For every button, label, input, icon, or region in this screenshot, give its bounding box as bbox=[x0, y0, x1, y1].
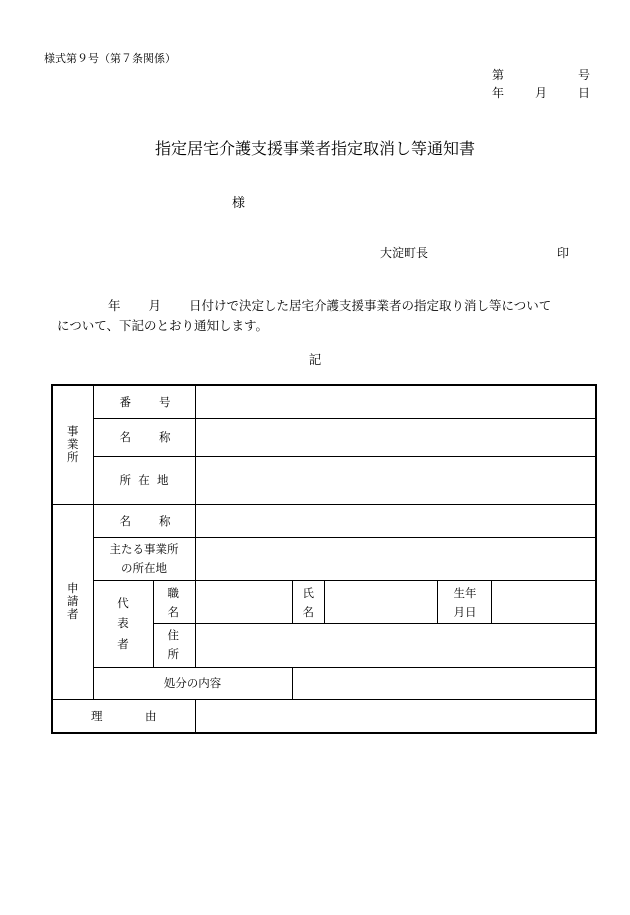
person-name-label-1: 氏 bbox=[302, 585, 314, 600]
office-name-label-b: 称 bbox=[159, 430, 171, 444]
applicant-name-label-a: 名 bbox=[119, 513, 131, 528]
position-label-1: 職 bbox=[167, 585, 179, 600]
main-office-value[interactable] bbox=[195, 537, 596, 580]
document-title: 指定居宅介護支援事業者指定取消し等通知書 bbox=[154, 139, 475, 158]
applicant-name-label-b: 称 bbox=[159, 513, 171, 528]
office-location-value[interactable] bbox=[195, 456, 596, 504]
reason-label-cell bbox=[52, 699, 195, 733]
table-row-office-location bbox=[52, 456, 596, 504]
seal-mark: 印 bbox=[557, 246, 570, 260]
table-row-disposition bbox=[52, 667, 596, 699]
office-number-value[interactable] bbox=[195, 385, 596, 418]
body-month: 月 bbox=[148, 298, 162, 313]
number-suffix: 号 bbox=[577, 68, 590, 82]
office-location-label-b: 在 bbox=[138, 473, 150, 487]
birthdate-value[interactable] bbox=[491, 580, 596, 623]
office-number-label-cell bbox=[93, 385, 195, 418]
main-office-label-cell bbox=[93, 537, 195, 580]
position-value[interactable] bbox=[195, 580, 292, 623]
office-location-label-cell bbox=[93, 456, 195, 504]
address-value[interactable] bbox=[195, 623, 596, 667]
office-name-label-cell bbox=[93, 418, 195, 456]
main-office-label-2: の所在地 bbox=[121, 560, 167, 575]
table-row-main-office bbox=[52, 537, 596, 580]
number-prefix: 第 bbox=[492, 68, 505, 82]
table-row-office-number bbox=[52, 385, 596, 418]
issue-date-line bbox=[492, 84, 590, 101]
reason-label-b: 由 bbox=[145, 708, 157, 723]
office-name-label-a: 名 bbox=[119, 430, 131, 444]
details-table bbox=[51, 384, 597, 734]
reason-value[interactable] bbox=[195, 699, 596, 733]
address-label-cell bbox=[153, 623, 195, 667]
position-label-2: 名 bbox=[167, 605, 179, 620]
representative-label-3: 者 bbox=[117, 636, 129, 651]
table-row-reason bbox=[52, 699, 596, 733]
date-month: 月 bbox=[534, 86, 547, 100]
position-label-cell bbox=[153, 580, 195, 623]
body-year: 年 bbox=[108, 298, 121, 313]
applicant-group-label: 申請者 bbox=[67, 580, 79, 622]
applicant-group-cell bbox=[52, 504, 93, 699]
addressee-suffix: 様 bbox=[232, 196, 246, 211]
office-group-cell bbox=[52, 385, 93, 504]
office-location-label-a: 所 bbox=[119, 473, 131, 487]
office-number-label-a: 番 bbox=[119, 394, 131, 409]
birthdate-label-1: 生年 bbox=[453, 585, 477, 600]
document-number-line bbox=[492, 66, 590, 83]
table-row-office-name bbox=[52, 418, 596, 456]
form-number: 様式第９号（第７条関係） bbox=[44, 52, 176, 65]
ki-heading: 記 bbox=[308, 352, 322, 367]
table-row-applicant-name bbox=[52, 504, 596, 537]
table-row-representative bbox=[52, 580, 596, 623]
date-day: 日 bbox=[577, 86, 590, 100]
person-name-label-2: 名 bbox=[302, 605, 314, 620]
birthdate-label-cell bbox=[437, 580, 491, 623]
body-line-1 bbox=[108, 296, 551, 314]
body-line-2: について、下記のとおり通知します。 bbox=[57, 318, 269, 333]
applicant-name-label-cell bbox=[93, 504, 195, 537]
reason-label-a: 理 bbox=[91, 708, 103, 723]
address-label-1: 住 bbox=[167, 627, 179, 642]
office-location-label-c: 地 bbox=[157, 473, 169, 487]
office-name-value[interactable] bbox=[195, 418, 596, 456]
issuer-name: 大淀町長 bbox=[380, 246, 429, 260]
person-name-value[interactable] bbox=[324, 580, 437, 623]
office-number-label-b: 号 bbox=[159, 394, 171, 409]
main-office-label-1: 主たる事業所 bbox=[109, 542, 179, 557]
person-name-label-cell bbox=[292, 580, 324, 623]
disposition-label-cell: 処分の内容 bbox=[93, 667, 292, 699]
date-year: 年 bbox=[492, 86, 505, 100]
representative-label-2: 表 bbox=[117, 616, 129, 631]
body-line-1-text: 日付けで決定した居宅介護支援事業者の指定取り消し等について bbox=[189, 298, 552, 313]
disposition-value[interactable] bbox=[292, 667, 596, 699]
representative-cell bbox=[93, 580, 153, 667]
birthdate-label-2: 月日 bbox=[453, 605, 477, 620]
applicant-name-value[interactable] bbox=[195, 504, 596, 537]
address-label-2: 所 bbox=[167, 647, 179, 662]
representative-label-1: 代 bbox=[117, 596, 129, 611]
office-group-label: 事業所 bbox=[67, 423, 79, 465]
